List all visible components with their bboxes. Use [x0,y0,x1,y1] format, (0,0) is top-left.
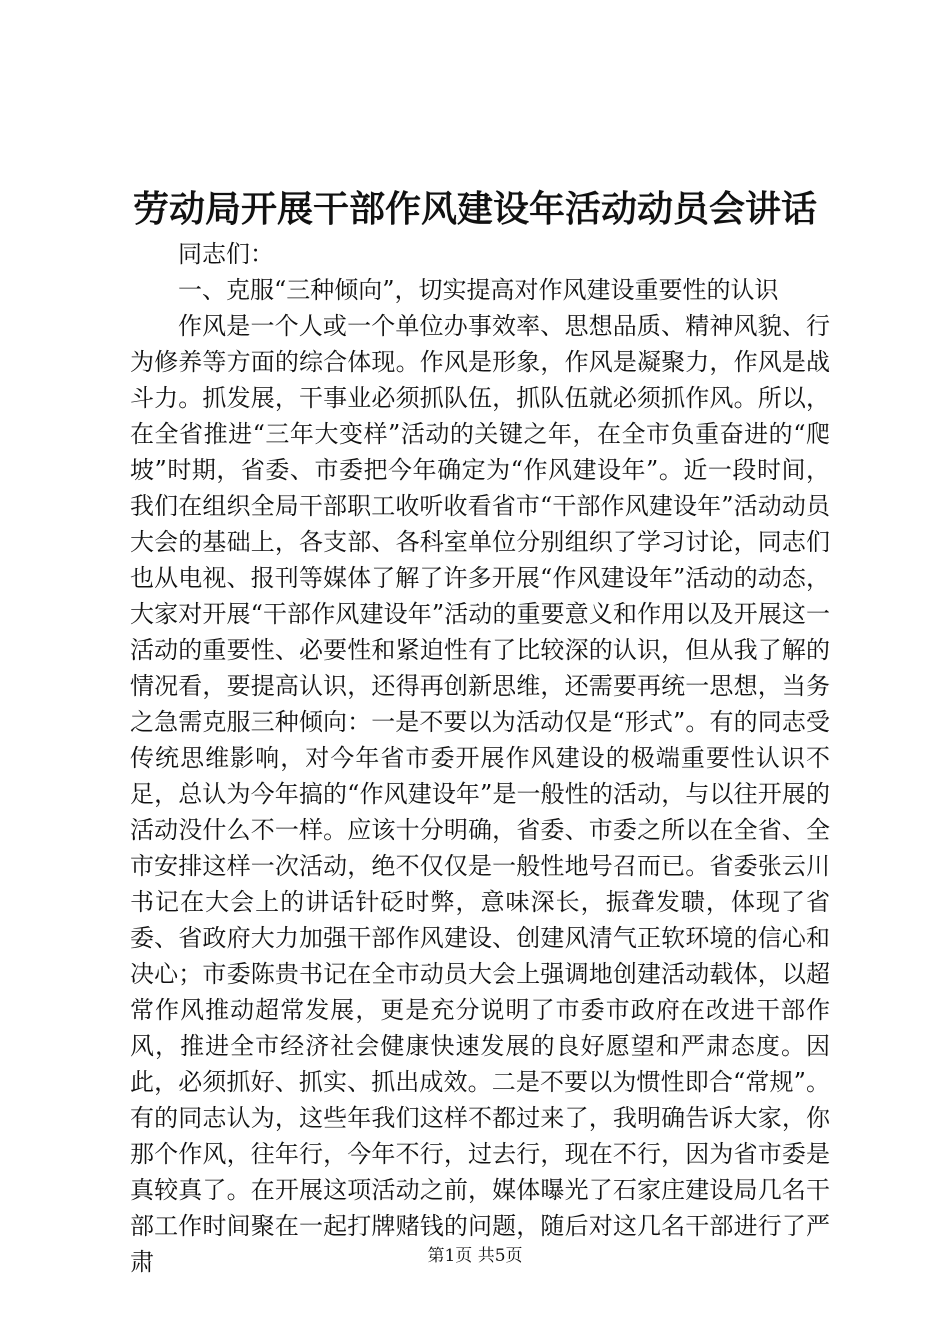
document-title: 劳动局开展干部作风建设年活动动员会讲话 [132,188,817,230]
document-body [130,236,830,1280]
body-paragraph: 作风是一个人或一个单位办事效率、思想品质、精神风貌、行为修养等方面的综合体现。作风是形象，作风是凝聚力，作风是战斗力。抓发展，干事业必须抓队伍，抓队伍就必须抓作风。所以，在全省推进“三年大变样”活动的关键之年，在全市负重奋进的“爬坡”时期，省委、市委把今年确定为“作风建设年”。近一段时间，我们在组织全局干部职工收听收看省市“干部作风建设年”活动动员大会的基础上，各支部、各科室单位分别组织了学习讨论，同志们也从电视、报刊等媒体了解了许多开展“作风建设年”活动的动态，大家对开展“干部作风建设年”活动的重要意义和作用以及开展这一活动的重要性、必要性和紧迫性有了比较深的认识，但从我了解的情况看，要提高认识，还得再创新思维，还需要再统一思想，当务之急需克服三种倾向：一是不要以为活动仅是“形式”。有的同志受传统思维影响，对今年省市委开展作风建设的极端重要性认识不足，总认为今年搞的“作风建设年”是一般性的活动，与以往开展的活动没什么不一样。应该十分明确，省委、市委之所以在全省、全市安排这样一次活动，绝不仅仅是一般性地号召而已。省委张云川书记在大会上的讲话针砭时弊，意味深长，振聋发聩，体现了省委、省政府大力加强干部作风建设、创建风清气正软环境的信心和决心；市委陈贵书记在全市动员大会上强调地创建活动载体，以超常作风推动超常发展，更是充分说明了市委市政府在改进干部作风，推进全市经济社会健康快速发展的良好愿望和严肃态度。因此，必须抓好、抓实、抓出成效。二是不要以为惯性即合“常规”。有的同志认为，这些年我们这样不都过来了，我明确告诉大家，你那个作风，往年行，今年不行，过去行，现在不行，因为省市委是真较真了。在开展这项活动之前，媒体曝光了石家庄建设局几名干部工作时间聚在一起打牌赌钱的问题，随后对这几名干部进行了严肃 [130,312,830,1276]
page-footer: 第1页 共5页 [427,1246,523,1266]
section-heading: 一、克服“三种倾向”，切实提高对作风建设重要性的认识 [178,276,779,304]
salutation: 同志们： [178,240,274,268]
